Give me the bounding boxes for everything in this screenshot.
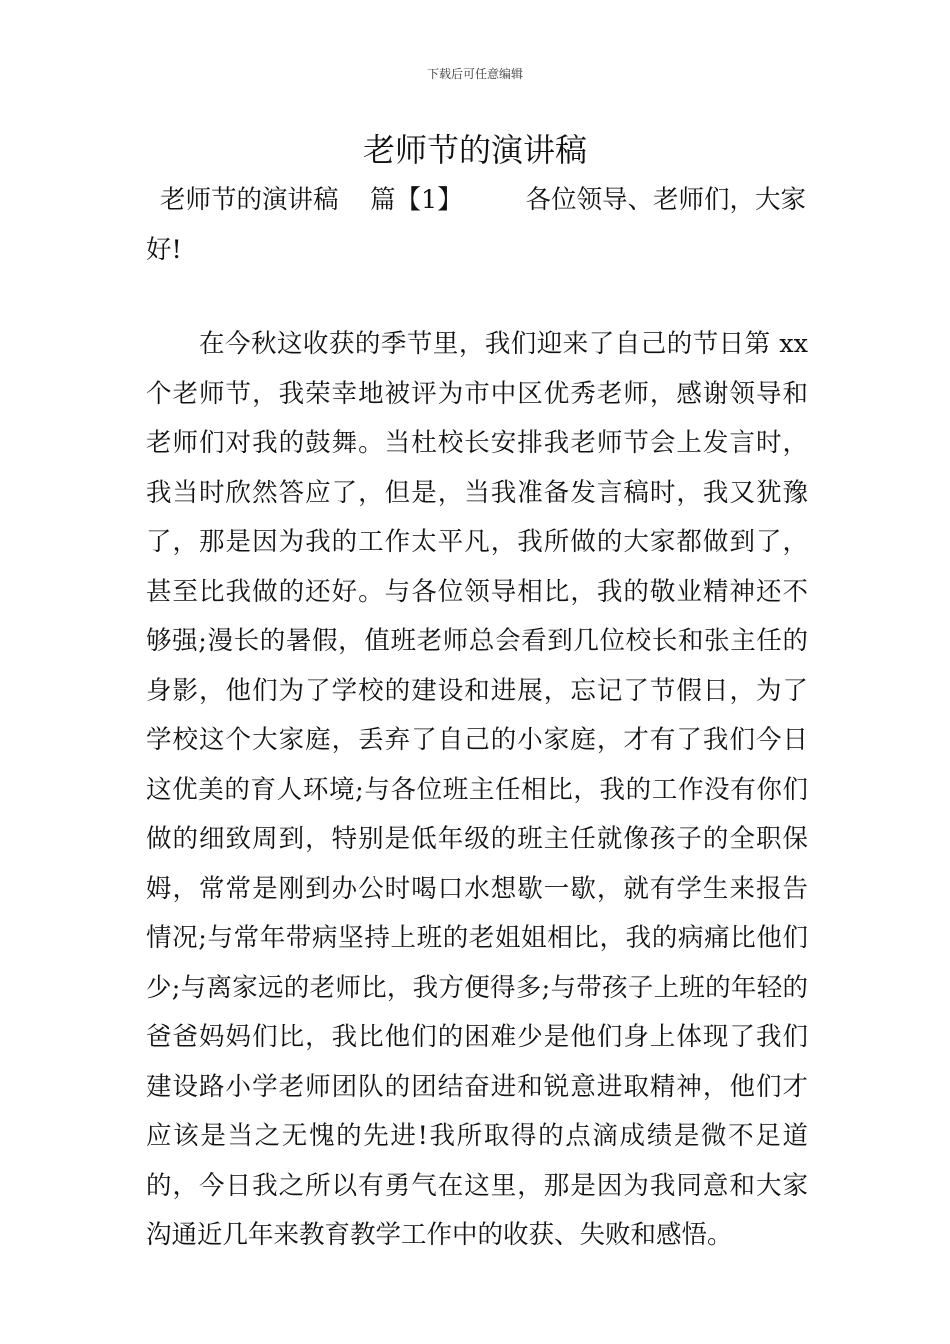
body-paragraph: 在今秋这收获的季节里，我们迎来了自己的节日第 xx 个老师节，我荣幸地被评为市中区优秀老师，感谢领导和老师们对我的鼓舞。当杜校长安排我老师节会上发言时，我当时欣然答应了，但是，当我准备发言稿时，我又犹豫了，那是因为我的工作太平凡，我所做的大家都做到了，甚至比我做的还好。与各位领导相比，我的敬业精神还不够强;漫长的暑假，值班老师总会看到几位校长和张主任的身影，他们为了学校的建设和进展，忘记了节假日，为了学校这个大家庭，丢弃了自己的小家庭，才有了我们今日这优美的育人环境;与各位班主任相比，我的工作没有你们做的细致周到，特别是低年级的班主任就像孩子的全职保姆，常常是刚到办公时喝口水想歇一歇，就有学生来报告情况;与常年带病坚持上班的老姐姐相比，我的病痛比他们少;与离家远的老师比，我方便得多;与带孩子上班的年轻的爸爸妈妈们比，我比他们的困难少是他们身上体现了我们建设路小学老师团队的团结奋进和锐意进取精神，他们才应该是当之无愧的先进!我所取得的点滴成绩是微不足道的，今日我之所以有勇气在这里，那是因为我同意和大家沟通近几年来教育教学工作中的收获、失败和感悟。 xyxy=(146,329,808,1250)
intro-part-label: 篇【1】 xyxy=(370,185,463,215)
intro-heading: 老师节的演讲稿 xyxy=(160,185,339,215)
intro-greeting-end: 好! xyxy=(146,234,182,265)
intro-greeting: 各位领导、老师们，大家 xyxy=(525,185,806,215)
page-header-note: 下载后可任意编辑 xyxy=(426,67,523,81)
intro-line xyxy=(146,176,808,226)
document-body xyxy=(146,176,808,1261)
document-title: 老师节的演讲稿 xyxy=(362,131,587,169)
